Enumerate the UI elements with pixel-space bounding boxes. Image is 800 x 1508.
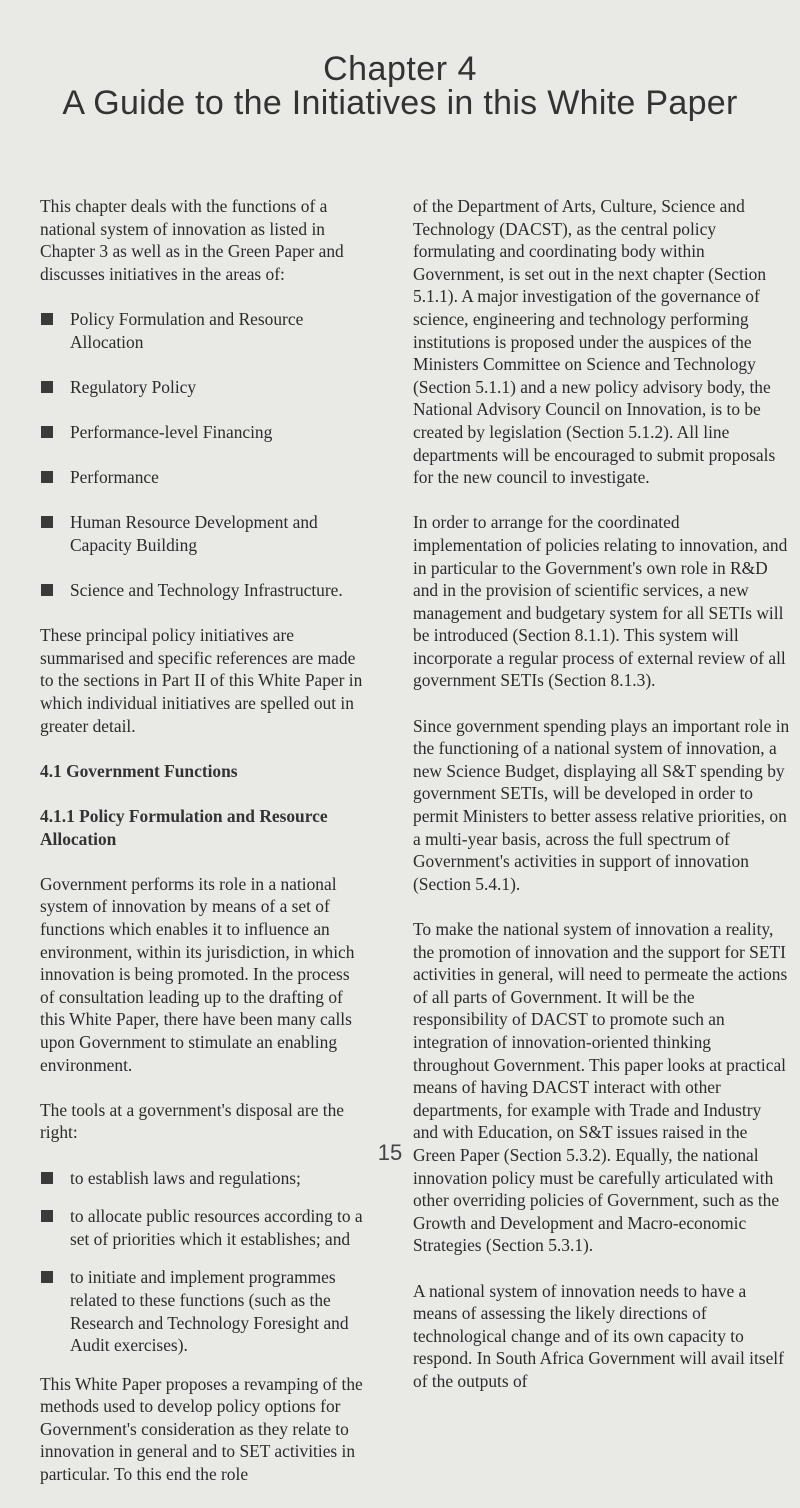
revamp-paragraph: This White Paper proposes a revamping of the methods used to develop policy options for Government's consideration as they relate to innovation in general and to SET activities in particular. To this end the role (40, 1373, 363, 1485)
body-paragraph: Since government spending plays an important role in the functioning of a national system of innovation, a new Science Budget, displaying all S&T spending by government SETIs, will be developed in order to permit Ministers to better assess relative priorities, on a multi-year basis, across the full spectrum of Government's activities in support of innovation (Section 5.4.1). (413, 715, 790, 894)
square-bullet-icon (41, 516, 53, 528)
tools-list (40, 1167, 368, 1357)
square-bullet-icon (41, 313, 53, 325)
list-item (40, 579, 368, 602)
body-paragraph: A national system of innovation needs to have a means of assessing the likely directions of technological change and of its own capacity to respond. In South Africa Government will avail itself of the outputs of (413, 1280, 784, 1391)
role-paragraph: Government performs its role in a national system of innovation by means of a set of functions which enables it to influence an environment, within its jurisdiction, in which innovation is being promoted. In the process of consultation leading up to the drafting of this White Paper, there have been many calls upon Government to stimulate an enabling environment. (40, 873, 355, 1075)
list-item-text: Regulatory Policy (70, 376, 197, 397)
square-bullet-icon (41, 1271, 53, 1283)
list-item-text: Policy Formulation and Resource Allocation (70, 308, 304, 352)
square-bullet-icon (41, 1172, 53, 1184)
list-item-text: to allocate public resources according to a set of priorities which it establishes; and (70, 1206, 363, 1249)
list-item-text: Science and Technology Infrastructure. (70, 580, 343, 601)
page-number: 15 (377, 1140, 403, 1165)
square-bullet-icon (41, 471, 53, 483)
body-paragraph: of the Department of Arts, Culture, Science and Technology (DACST), as the central policy formulating and coordinating body within Government, is set out in the next chapter (Section 5.1.1). A major investigation of the governance of science, engineering and technology performing institutions is proposed under the auspices of the Ministers Committee on Science and Technology (Section 5.1.1) and a new policy advisory body, the National Advisory Council on Innovation, is to be created by legislation (Section 5.1.2). All line departments will be encouraged to submit proposals for the new council to investigate. (413, 196, 776, 488)
chapter-label: Chapter 4 (323, 50, 477, 88)
list-item-text: Human Resource Development and Capacity Building (70, 512, 318, 555)
body-paragraph: In order to arrange for the coordinated implementation of policies relating to innovation, and in particular to the Government's own role in R&D and in the provision of scientific services, a new management and budgetary system for all SETIs will be introduced (Section 8.1.1). This system will incorporate a regular process of external review of all government SETIs (Section 8.1.3). (413, 512, 788, 691)
left-column (40, 195, 368, 1508)
list-item (40, 308, 368, 353)
list-item-text: to establish laws and regulations; (70, 1167, 301, 1188)
right-column (413, 195, 790, 1415)
intro-paragraph: This chapter deals with the functions of a national system of innovation as listed in Chapter 3 as well as in the Green Paper and discusses initiatives in the areas of: (40, 196, 344, 284)
list-item (40, 1205, 368, 1250)
square-bullet-icon (41, 381, 53, 393)
list-item-text: Performance (70, 467, 159, 488)
list-item (40, 511, 368, 556)
list-item (40, 1167, 368, 1190)
square-bullet-icon (41, 584, 53, 596)
list-item (40, 466, 368, 489)
section-heading: 4.1 Government Functions (40, 760, 238, 781)
list-item-text: to initiate and implement programmes related to these functions (such as the Research and Technology Foresight and Audit exercises). (70, 1267, 349, 1356)
list-item-text: Performance-level Financing (70, 421, 273, 442)
chapter-title: A Guide to the Initiatives in this White Paper (62, 84, 738, 122)
list-item (40, 376, 368, 399)
body-paragraph: To make the national system of innovation a reality, the promotion of innovation and the support for SETI activities in general, will need to permeate the actions of all parts of Government. It will be the responsibility of DACST to promote such an integration of innovation-oriented thinking throughout Government. This paper looks at practical means of having DACST interact with other departments, for example with Trade and Industry and with Education, on S&T issues raised in the Green Paper (Section 5.3.2). Equally, the national innovation policy must be carefully articulated with other overriding policies of Government, such as the Growth and Development and Macro-economic Strategies (Section 5.3.1). (413, 919, 788, 1256)
square-bullet-icon (41, 1210, 53, 1222)
list-item (40, 1266, 368, 1356)
tools-intro: The tools at a government's disposal are the right: (40, 1099, 345, 1143)
subsection-heading: 4.1.1 Policy Formulation and Resource Allocation (40, 806, 328, 849)
summary-paragraph: These principal policy initiatives are summarised and specific references are made to the sections in Part II of this White Paper in which individual initiatives are spelled out in greater detail. (40, 625, 363, 736)
list-item (40, 421, 368, 444)
areas-list (40, 308, 368, 602)
square-bullet-icon (41, 426, 53, 438)
